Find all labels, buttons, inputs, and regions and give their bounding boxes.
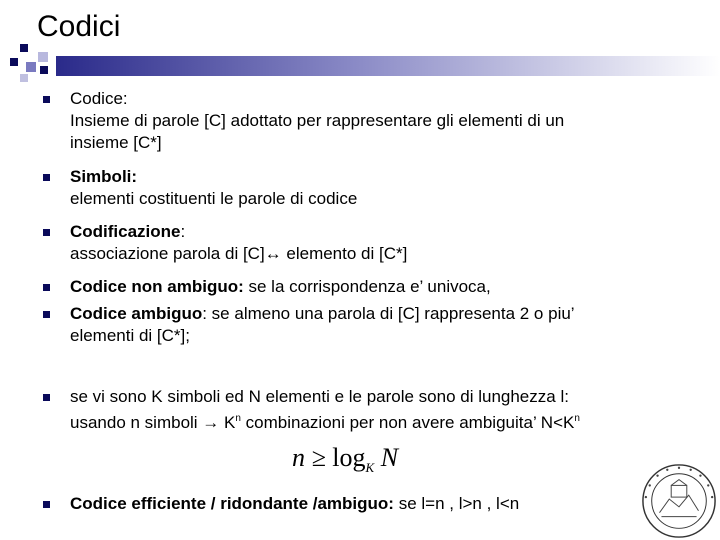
item-text: elementi di [C*]; [70, 326, 190, 345]
superscript: n [235, 413, 241, 424]
deco-square [20, 44, 28, 52]
item-text: associazione parola di [C]↔ elemento di [C*] [70, 244, 408, 263]
square-bullet-icon [43, 229, 50, 236]
item-text: insieme [C*] [70, 133, 162, 152]
formula-lhs: n ≥ [292, 443, 333, 472]
list-item [70, 221, 700, 265]
slide-title: Codici [37, 10, 121, 43]
list-item [70, 303, 700, 347]
item-text: : se almeno una parola di [C] rappresenta 2 o piu’ [202, 304, 575, 323]
square-bullet-icon [43, 311, 50, 318]
formula-log: log [332, 443, 366, 472]
square-bullet-icon [43, 96, 50, 103]
deco-square [26, 62, 36, 72]
list-item [70, 276, 700, 298]
term-codice: Codice [70, 89, 123, 108]
item-text: elementi costituenti le parole di codice [70, 189, 358, 208]
square-bullet-icon [43, 174, 50, 181]
superscript: n [574, 413, 580, 424]
item-text: se l=n , l>n , l<n [393, 494, 520, 513]
square-bullet-icon [43, 284, 50, 291]
square-bullet-icon [43, 501, 50, 508]
square-bullet-icon [43, 394, 50, 401]
term-codificazione: Codificazione [70, 222, 181, 241]
deco-square [38, 52, 48, 62]
item-text: se la corrispondenza e’ univoca, [243, 277, 491, 296]
list-item [70, 386, 700, 434]
list-item [70, 166, 700, 210]
item-text: combinazioni per non avere ambiguita’ N<K [240, 413, 575, 432]
header-decoration [0, 0, 720, 90]
log-formula [292, 443, 398, 476]
list-item [70, 88, 700, 154]
term-codice-ambiguo: Codice ambiguo [70, 304, 203, 323]
term-codice-non-ambiguo: Codice non ambiguo: [70, 277, 244, 296]
deco-square [20, 74, 28, 82]
deco-square [40, 66, 48, 74]
item-text: Insieme di parole [C] adottato per rappresentare gli elementi di un [70, 111, 565, 130]
list-item [70, 493, 700, 515]
formula-rhs: N [374, 443, 399, 472]
item-text: se vi sono K simboli ed N elementi e le parole sono di lunghezza l: [70, 387, 569, 406]
formula-subscript: K [365, 460, 375, 475]
item-text: usando n simboli → K [70, 413, 236, 432]
item-text: : [180, 222, 186, 241]
deco-square [10, 58, 18, 66]
university-seal-icon [640, 462, 718, 540]
item-text: : [122, 89, 128, 108]
term-codice-efficiente: Codice efficiente / ridondante /ambiguo: [70, 494, 394, 513]
header-gradient-bar [56, 56, 720, 76]
term-simboli: Simboli: [70, 167, 138, 186]
